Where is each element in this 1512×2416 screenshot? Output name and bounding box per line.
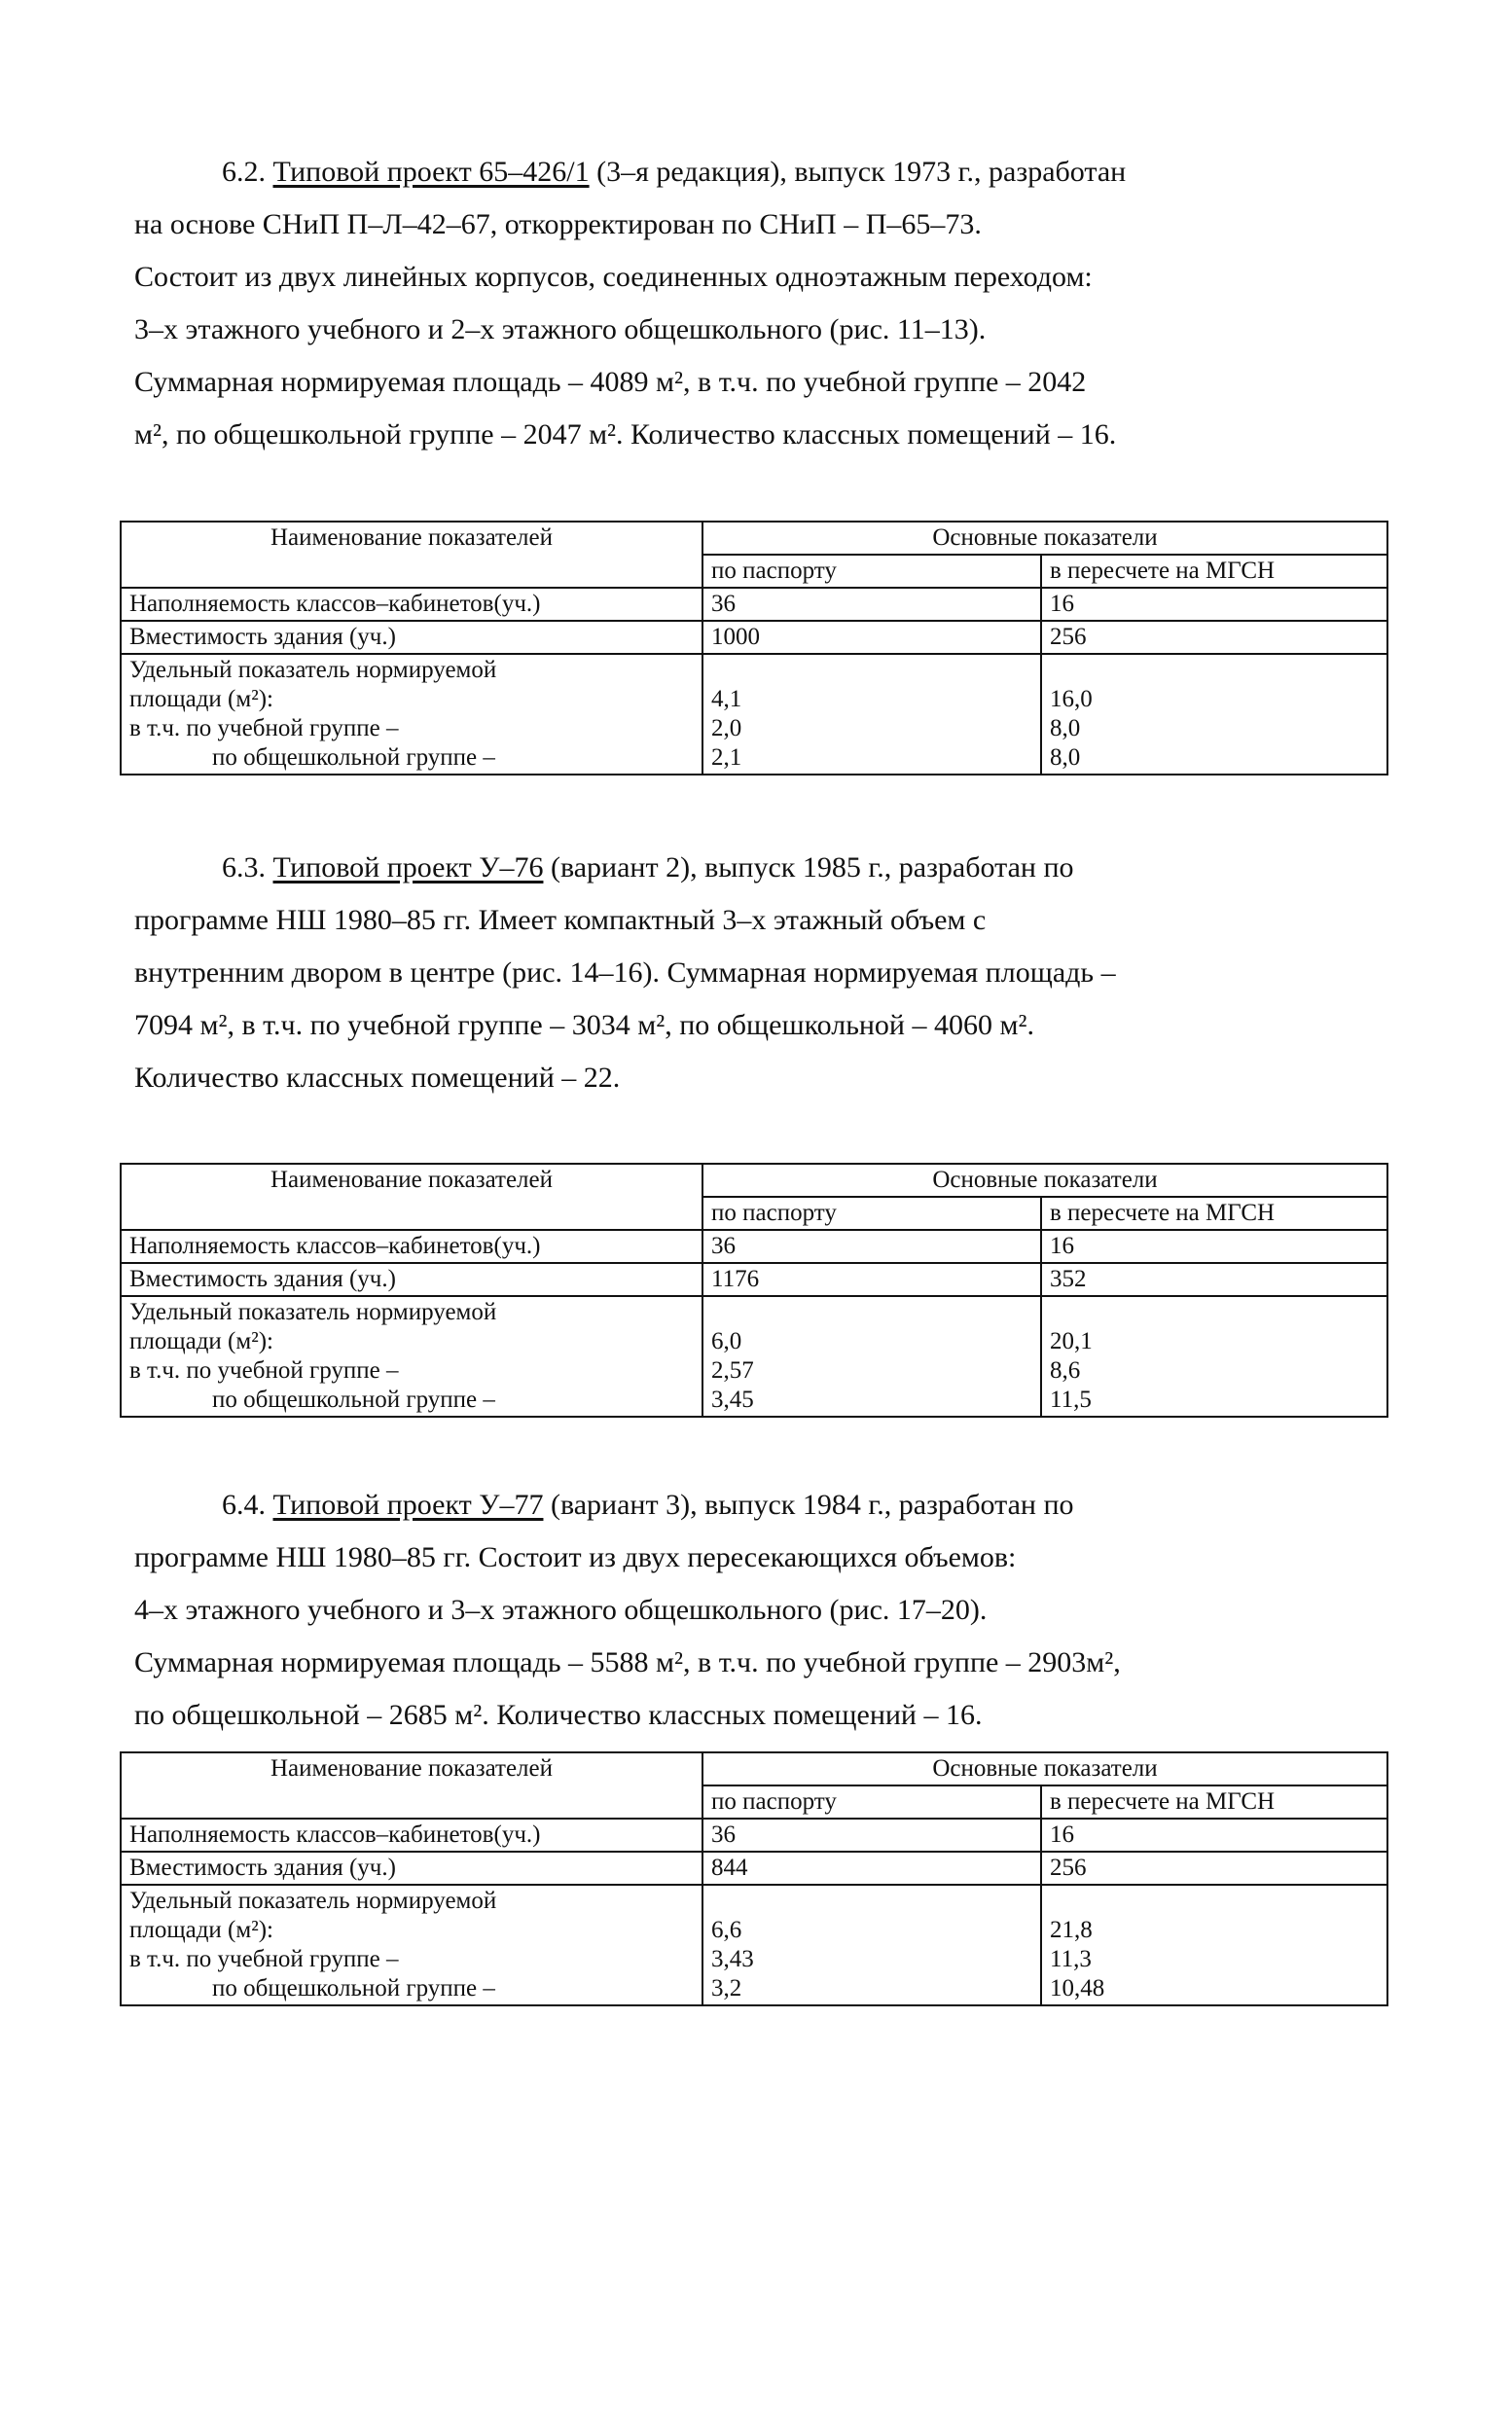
table-row	[121, 1819, 1387, 1852]
area-passport: 6,0	[711, 1328, 742, 1354]
text-line: 3–х этажного учебного и 2–х этажного общешкольного (рис. 11–13).	[134, 313, 987, 345]
area-passport: 2,57	[711, 1357, 754, 1384]
area-passport: 3,2	[711, 1975, 742, 2001]
header-passport: по паспорту	[702, 1197, 1041, 1230]
header-mgsn: в пересчете на МГСН	[1041, 555, 1387, 588]
row-passport: 36	[702, 588, 1041, 621]
area-label: в т.ч. по учебной группе –	[129, 1946, 399, 1972]
text-line: (3–я редакция), выпуск 1973 г., разработан	[589, 156, 1127, 188]
header-name: Наименование показателей	[121, 1164, 702, 1230]
row-label: Вместимость здания (уч.)	[121, 1852, 702, 1885]
area-mgsn: 20,1	[1050, 1328, 1093, 1354]
section-6-3	[134, 842, 1389, 1104]
text-line: программе НШ 1980–85 гг. Имеет компактный 3–х этажный объем с	[134, 904, 987, 936]
table-row	[121, 1263, 1387, 1296]
row-mgsn: 16	[1041, 588, 1387, 621]
area-label: по общешкольной группе –	[212, 1975, 495, 2001]
row-mgsn: 256	[1041, 621, 1387, 654]
text-line: Суммарная нормируемая площадь – 5588 м², в т.ч. по учебной группе – 2903м²,	[134, 1646, 1121, 1678]
row-passport: 36	[702, 1819, 1041, 1852]
header-main: Основные показатели	[702, 1164, 1387, 1197]
table-row	[121, 1852, 1387, 1885]
area-mgsn: 8,0	[1050, 715, 1081, 741]
area-mgsn: 11,3	[1050, 1946, 1092, 1972]
area-label: Удельный показатель нормируемой	[129, 1888, 497, 1914]
area-label: в т.ч. по учебной группе –	[129, 1357, 399, 1384]
text-line: м², по общешкольной группе – 2047 м². Количество классных помещений – 16.	[134, 418, 1117, 451]
header-passport: по паспорту	[702, 555, 1041, 588]
row-label: Наполняемость классов–кабинетов(уч.)	[121, 588, 702, 621]
table-row	[121, 1230, 1387, 1263]
header-main: Основные показатели	[702, 522, 1387, 555]
text-line: (вариант 3), выпуск 1984 г., разработан по	[543, 1489, 1074, 1521]
row-mgsn: 16	[1041, 1819, 1387, 1852]
area-mgsn: 16,0	[1050, 686, 1093, 712]
text-line: (вариант 2), выпуск 1985 г., разработан по	[543, 851, 1074, 883]
row-mgsn: 16	[1041, 1230, 1387, 1263]
table-row-area	[121, 654, 1387, 775]
text-line: 4–х этажного учебного и 3–х этажного общешкольного (рис. 17–20).	[134, 1594, 988, 1626]
row-label: Наполняемость классов–кабинетов(уч.)	[121, 1230, 702, 1263]
text-line: Состоит из двух линейных корпусов, соединенных одноэтажным переходом:	[134, 261, 1093, 293]
area-mgsn: 10,48	[1050, 1975, 1105, 2001]
area-passport: 6,6	[711, 1917, 742, 1943]
text-line: программе НШ 1980–85 гг. Состоит из двух пересекающихся объемов:	[134, 1541, 1017, 1573]
row-passport: 844	[702, 1852, 1041, 1885]
header-main: Основные показатели	[702, 1752, 1387, 1785]
area-mgsn: 8,0	[1050, 744, 1081, 771]
header-name: Наименование показателей	[121, 1752, 702, 1819]
area-label: по общешкольной группе –	[212, 1387, 495, 1413]
area-label: Удельный показатель нормируемой	[129, 1299, 497, 1325]
section-paragraph	[134, 842, 1389, 1104]
row-label: Вместимость здания (уч.)	[121, 621, 702, 654]
table-row-area	[121, 1296, 1387, 1417]
area-label: площади (м²):	[129, 1917, 273, 1943]
area-label: Удельный показатель нормируемой	[129, 657, 497, 683]
project-title: Типовой проект У–77	[272, 1489, 544, 1521]
indicators-table-6-3	[120, 1163, 1388, 1418]
section-paragraph	[134, 146, 1389, 461]
section-6-4	[134, 1479, 1389, 1742]
project-title: Типовой проект У–76	[272, 851, 544, 883]
text-line: по общешкольной – 2685 м². Количество классных помещений – 16.	[134, 1699, 983, 1731]
area-passport: 3,43	[711, 1946, 754, 1972]
text-line: на основе СНиП П–Л–42–67, откорректирован по СНиП – П–65–73.	[134, 208, 982, 240]
row-mgsn: 352	[1041, 1263, 1387, 1296]
text-line: внутренним двором в центре (рис. 14–16). Суммарная нормируемая площадь –	[134, 956, 1116, 989]
area-mgsn: 21,8	[1050, 1917, 1093, 1943]
row-passport: 1176	[702, 1263, 1041, 1296]
indicators-table-6-4	[120, 1751, 1388, 2006]
row-label: Вместимость здания (уч.)	[121, 1263, 702, 1296]
area-passport: 2,0	[711, 715, 742, 741]
table-row	[121, 621, 1387, 654]
area-label: в т.ч. по учебной группе –	[129, 715, 399, 741]
indicators-table-6-2	[120, 521, 1388, 775]
text-line: 7094 м², в т.ч. по учебной группе – 3034 м², по общешкольной – 4060 м².	[134, 1009, 1034, 1041]
row-label: Наполняемость классов–кабинетов(уч.)	[121, 1819, 702, 1852]
header-mgsn: в пересчете на МГСН	[1041, 1785, 1387, 1819]
row-passport: 36	[702, 1230, 1041, 1263]
area-passport: 4,1	[711, 686, 742, 712]
section-number: 6.2.	[222, 156, 266, 188]
header-passport: по паспорту	[702, 1785, 1041, 1819]
section-6-2	[134, 146, 1389, 461]
section-number: 6.3.	[222, 851, 266, 883]
row-passport: 1000	[702, 621, 1041, 654]
project-title: Типовой проект 65–426/1	[272, 156, 590, 188]
area-label: площади (м²):	[129, 1328, 273, 1354]
area-mgsn: 11,5	[1050, 1387, 1092, 1413]
header-name: Наименование показателей	[121, 522, 702, 588]
row-mgsn: 256	[1041, 1852, 1387, 1885]
text-line: Суммарная нормируемая площадь – 4089 м², в т.ч. по учебной группе – 2042	[134, 366, 1087, 398]
section-paragraph	[134, 1479, 1389, 1742]
area-mgsn: 8,6	[1050, 1357, 1081, 1384]
table-row-area	[121, 1885, 1387, 2005]
table-row	[121, 588, 1387, 621]
area-label: по общешкольной группе –	[212, 744, 495, 771]
section-number: 6.4.	[222, 1489, 266, 1521]
header-mgsn: в пересчете на МГСН	[1041, 1197, 1387, 1230]
area-passport: 2,1	[711, 744, 742, 771]
area-passport: 3,45	[711, 1387, 754, 1413]
area-label: площади (м²):	[129, 686, 273, 712]
text-line: Количество классных помещений – 22.	[134, 1062, 621, 1094]
